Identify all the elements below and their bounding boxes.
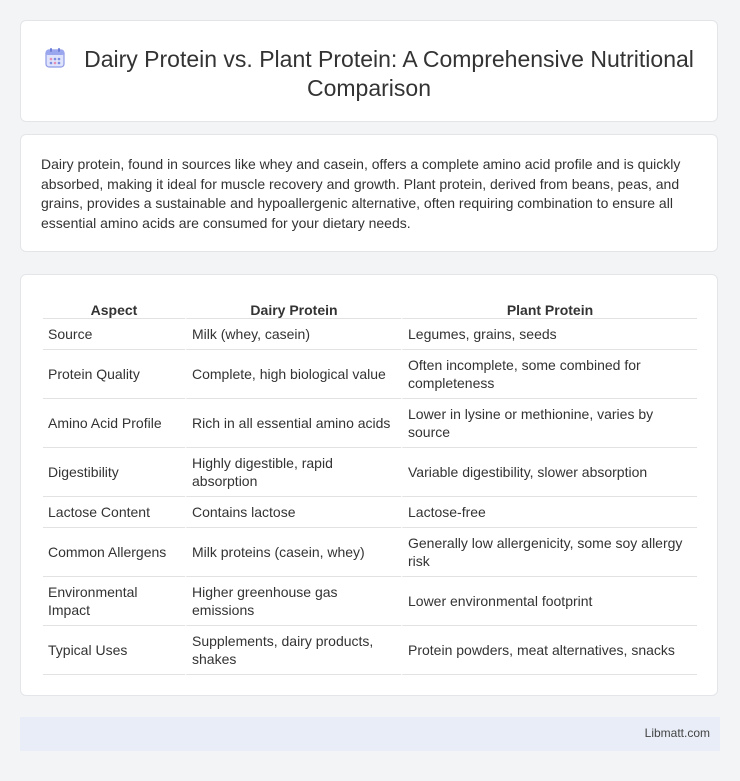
header-dairy-protein: Dairy Protein <box>185 295 401 319</box>
row-plant-value: Lactose-free <box>401 497 697 528</box>
intro-paragraph: Dairy protein, found in sources like whey and casein, offers a complete amino acid profile and is quickly absorbed, making it ideal for muscle recovery and growth. Plant protein, derived from beans, peas, and grains, provides a sustainable and hypoallergenic alternative, often requiring combination to ensure all essential amino acids are consumed for your dietary needs. <box>41 156 681 231</box>
footer-site-link[interactable]: Libmatt.com <box>644 726 710 740</box>
row-dairy-value: Complete, high biological value <box>185 350 401 399</box>
row-dairy-value: Rich in all essential amino acids <box>185 399 401 448</box>
row-dairy-value: Milk (whey, casein) <box>185 319 401 350</box>
row-aspect: Environmental Impact <box>43 577 185 626</box>
row-aspect: Digestibility <box>43 448 185 497</box>
row-plant-value: Variable digestibility, slower absorption <box>401 448 697 497</box>
table-header-row <box>43 295 697 319</box>
row-dairy-value: Higher greenhouse gas emissions <box>185 577 401 626</box>
row-aspect: Amino Acid Profile <box>43 399 185 448</box>
row-dairy-value: Contains lactose <box>185 497 401 528</box>
footer-bar <box>20 717 720 751</box>
table-row <box>43 399 697 448</box>
intro-card <box>20 134 718 252</box>
row-dairy-value: Supplements, dairy products, shakes <box>185 626 401 675</box>
row-plant-value: Generally low allergenicity, some soy allergy risk <box>401 528 697 577</box>
header-plant-protein: Plant Protein <box>401 295 697 319</box>
row-plant-value: Protein powders, meat alternatives, snacks <box>401 626 697 675</box>
row-dairy-value: Highly digestible, rapid absorption <box>185 448 401 497</box>
row-aspect: Typical Uses <box>43 626 185 675</box>
comparison-table-card <box>20 274 718 696</box>
row-plant-value: Lower in lysine or methionine, varies by source <box>401 399 697 448</box>
calendar-icon <box>44 47 66 69</box>
page-title-wrap <box>21 45 717 103</box>
table-row <box>43 448 697 497</box>
table-row <box>43 350 697 399</box>
page-title: Dairy Protein vs. Plant Protein: A Comprehensive Nutritional Comparison <box>84 46 694 101</box>
comparison-table <box>43 295 697 675</box>
row-aspect: Common Allergens <box>43 528 185 577</box>
row-aspect: Lactose Content <box>43 497 185 528</box>
table-row <box>43 626 697 675</box>
row-plant-value: Lower environmental footprint <box>401 577 697 626</box>
table-row <box>43 577 697 626</box>
row-aspect: Protein Quality <box>43 350 185 399</box>
table-row <box>43 497 697 528</box>
header-aspect: Aspect <box>43 295 185 319</box>
row-aspect: Source <box>43 319 185 350</box>
row-plant-value: Often incomplete, some combined for completeness <box>401 350 697 399</box>
row-dairy-value: Milk proteins (casein, whey) <box>185 528 401 577</box>
table-row <box>43 528 697 577</box>
table-row <box>43 319 697 350</box>
title-card <box>20 20 718 122</box>
row-plant-value: Legumes, grains, seeds <box>401 319 697 350</box>
